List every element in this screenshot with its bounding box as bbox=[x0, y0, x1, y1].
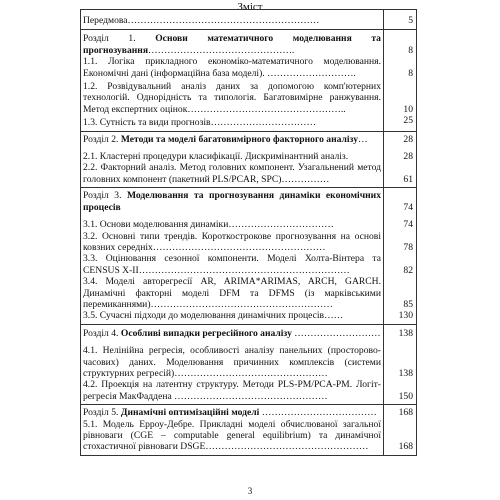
toc-row-chapter-4 bbox=[81, 324, 417, 404]
toc-page-number: 5 bbox=[384, 10, 417, 30]
section-3-2: 3.2. Основні типи трендів. Короткострокове прогнозування на основі ковзних середніх……………………………………………… bbox=[83, 230, 381, 253]
toc-entry: Розділ 1. Основи математичного моделювання та прогнозування………………………………………. 1.1. Логіка прикладного економіко-математичного моделювання. Економічні дані (інформаційна база моделі). ………………………. 1.2. Розвідувальний аналіз даних за допомогою комп'ютерних технологій. Однорідність та типологія. Багатовимірне ранжування. Метод експертних оцінок………………………………………….. 1.3. Сутність та види прогнозів…………………………… bbox=[81, 30, 384, 131]
toc-row-chapter-2 bbox=[81, 131, 417, 188]
section-2-2: 2.2. Факторний аналіз. Метод головних компонент. Узагальнений метод головних компонент (пакетний PLS/PCAR, SPC)…………… bbox=[83, 162, 381, 185]
section-3-5: 3.5. Сучасні підходи до моделювання динамічних процесів…… bbox=[83, 310, 344, 322]
page-title: Зміст bbox=[237, 1, 263, 13]
section-5-1: 5.1. Модель Ерроу-Дебре. Прикладні моделі обчислюваної загальної рівноваги (CGE – computable general equilibrium) та динамічної стохастичної рівноваги DSGE…………………………………………… bbox=[83, 418, 381, 453]
toc-row-chapter-1 bbox=[81, 30, 417, 131]
toc-table bbox=[80, 9, 417, 456]
toc-entry bbox=[81, 131, 384, 188]
toc-row-preface bbox=[81, 10, 417, 30]
toc-page-numbers: 28 28 61 bbox=[384, 131, 417, 188]
toc-page-numbers: 8 8 10 25 bbox=[384, 30, 417, 131]
section-3-1: 3.1. Основи моделювання динаміки…………………………… bbox=[83, 219, 334, 231]
toc-entry bbox=[81, 324, 384, 404]
section-2-1: 2.1. Кластерні процедури класифікації. Дискримінантний аналіз. bbox=[83, 151, 349, 163]
section-3-4: 3.4. Моделі авторегресії AR, ARIMA*ARIMAS, ARCH, GARCH. Динамічні факторні моделі DFM та DFMS (із марківськими перемиканнями)………………………………………………… bbox=[83, 276, 381, 310]
toc-row-chapter-3 bbox=[81, 188, 417, 324]
toc-entry: Розділ 3. Моделювання та прогнозування динаміки економічних процесів 3.1. Основи моделювання динаміки…………………………… 3.2. Основні типи трендів. Короткострокове прогнозування на основі ковзних середніх……………………………………………… 3.3. Оцінювання сезонної компоненти. Моделі Холта-Вінтера та CENSUS X-II………………………………………………………… 3.4. Моделі авторегресії AR, ARIMA*ARIMAS, ARCH, GARCH. Динамічні факторні моделі DFM та DFMS (із марківськими перемиканнями)………………………………………………… 3.5. Сучасні підходи до моделювання динамічних процесів…… bbox=[81, 188, 384, 324]
chapter-heading: Розділ 2. Методи та моделі багатовимірного факторного аналізу… bbox=[83, 133, 368, 145]
chapter-heading: Розділ 3. Моделювання та прогнозування динаміки економічних bbox=[83, 190, 381, 202]
section-4-1: 4.1. Нелінійна регресія, особливості аналізу панельних (просторово-часових) даних. Моделювання причинних комплексів (системи структурних регресій)………………………………………… bbox=[83, 345, 381, 379]
toc-page-numbers: 138 138 150 bbox=[384, 324, 417, 404]
toc-row-chapter-5 bbox=[81, 405, 417, 456]
chapter-heading: Розділ 5. Динамічні оптимізаційні моделі ……………………………… bbox=[83, 407, 377, 419]
chapter-heading: Розділ 4. Особливі випадки регресійного аналізу ……………………… bbox=[83, 327, 381, 339]
toc-entry bbox=[81, 405, 384, 456]
page-number: 3 bbox=[247, 486, 253, 496]
toc-entry: Передмова…………………………………………………… bbox=[81, 10, 384, 30]
chapter-heading: Розділ 1. Основи математичного моделювання та bbox=[83, 33, 381, 45]
section-4-2: 4.2. Проекція на латентну структуру. Методи PLS-PM/PCA-PM. Логіт-регресія МакФаддена ………………………………………… bbox=[83, 379, 381, 402]
toc-page-numbers: 168 168 bbox=[384, 405, 417, 456]
section-3-3: 3.3. Оцінювання сезонної компоненти. Моделі Холта-Вінтера та CENSUS X-II………………………………………………………… bbox=[83, 253, 381, 276]
section-1-2: 1.2. Розвідувальний аналіз даних за допомогою комп'ютерних технологій. Однорідність та типологія. Багатовимірне ранжування. Метод експертних оцінок………………………………………….. bbox=[83, 81, 381, 115]
toc-page-numbers: 74 74 78 82 85 130 bbox=[384, 188, 417, 324]
section-1-3: 1.3. Сутність та види прогнозів…………………………… bbox=[83, 117, 317, 129]
section-1-1: 1.1. Логіка прикладного економіко-математичного моделювання. Економічні дані (інформаційна база моделі). ………………………. bbox=[83, 56, 381, 79]
